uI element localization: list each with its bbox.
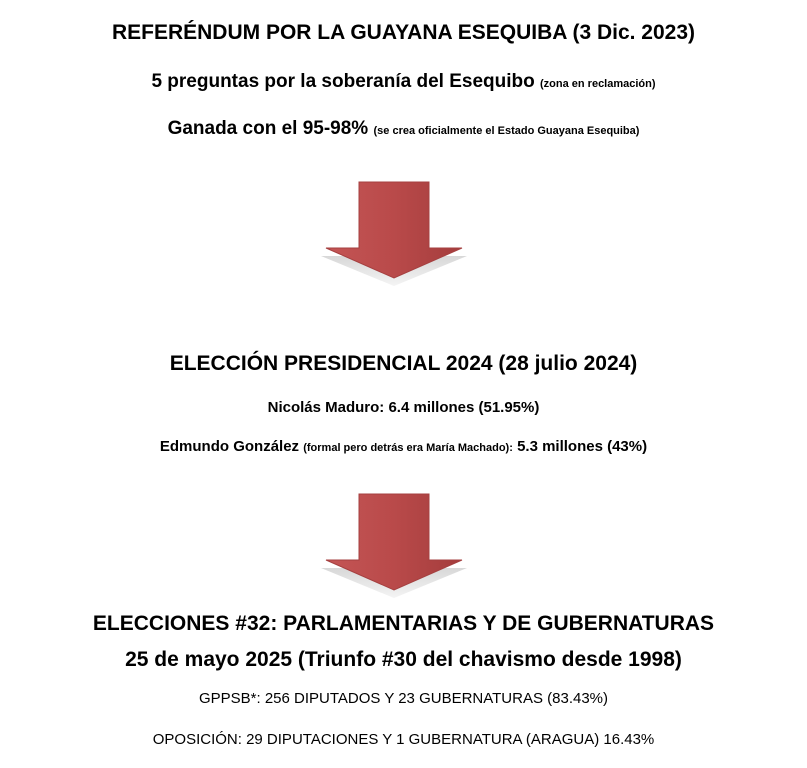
down-arrow-icon (319, 178, 469, 288)
maduro-result: Nicolás Maduro: 6.4 millones (51.95%) (267, 399, 540, 416)
referendum-result-main: Ganada con el 95-98% (167, 118, 369, 139)
gonzalez-name: Edmundo González (159, 438, 300, 455)
elections-title: ELECCIONES #32: PARLAMENTARIAS Y DE GUBERNATURAS (92, 612, 715, 635)
referendum-questions-note: (zona en reclamación) (540, 78, 656, 90)
gppsb-result: GPPSB*: 256 DIPUTADOS Y 23 GUBERNATURAS (83.43%) (198, 690, 609, 707)
referendum-result-note: (se crea oficialmente el Estado Guayana Esequiba) (373, 125, 640, 137)
down-arrow-icon (319, 490, 469, 600)
referendum-result (0, 118, 807, 140)
gonzalez-result (0, 438, 807, 455)
referendum-title: REFERÉNDUM POR LA GUAYANA ESEQUIBA (3 Dic. 2023) (111, 21, 696, 44)
presidential-title: ELECCIÓN PRESIDENCIAL 2024 (28 julio 2024) (169, 352, 638, 375)
referendum-questions (0, 71, 807, 93)
elections-subtitle: 25 de mayo 2025 (Triunfo #30 del chavismo desde 1998) (125, 648, 682, 671)
gonzalez-note: (formal pero detrás era María Machado): (303, 442, 513, 454)
gonzalez-votes: 5.3 millones (43%) (517, 438, 648, 455)
oposicion-result: OPOSICIÓN: 29 DIPUTACIONES Y 1 GUBERNATURA (ARAGUA) 16.43% (152, 731, 655, 748)
referendum-questions-main: 5 preguntas por la soberanía del Esequibo (151, 71, 535, 92)
